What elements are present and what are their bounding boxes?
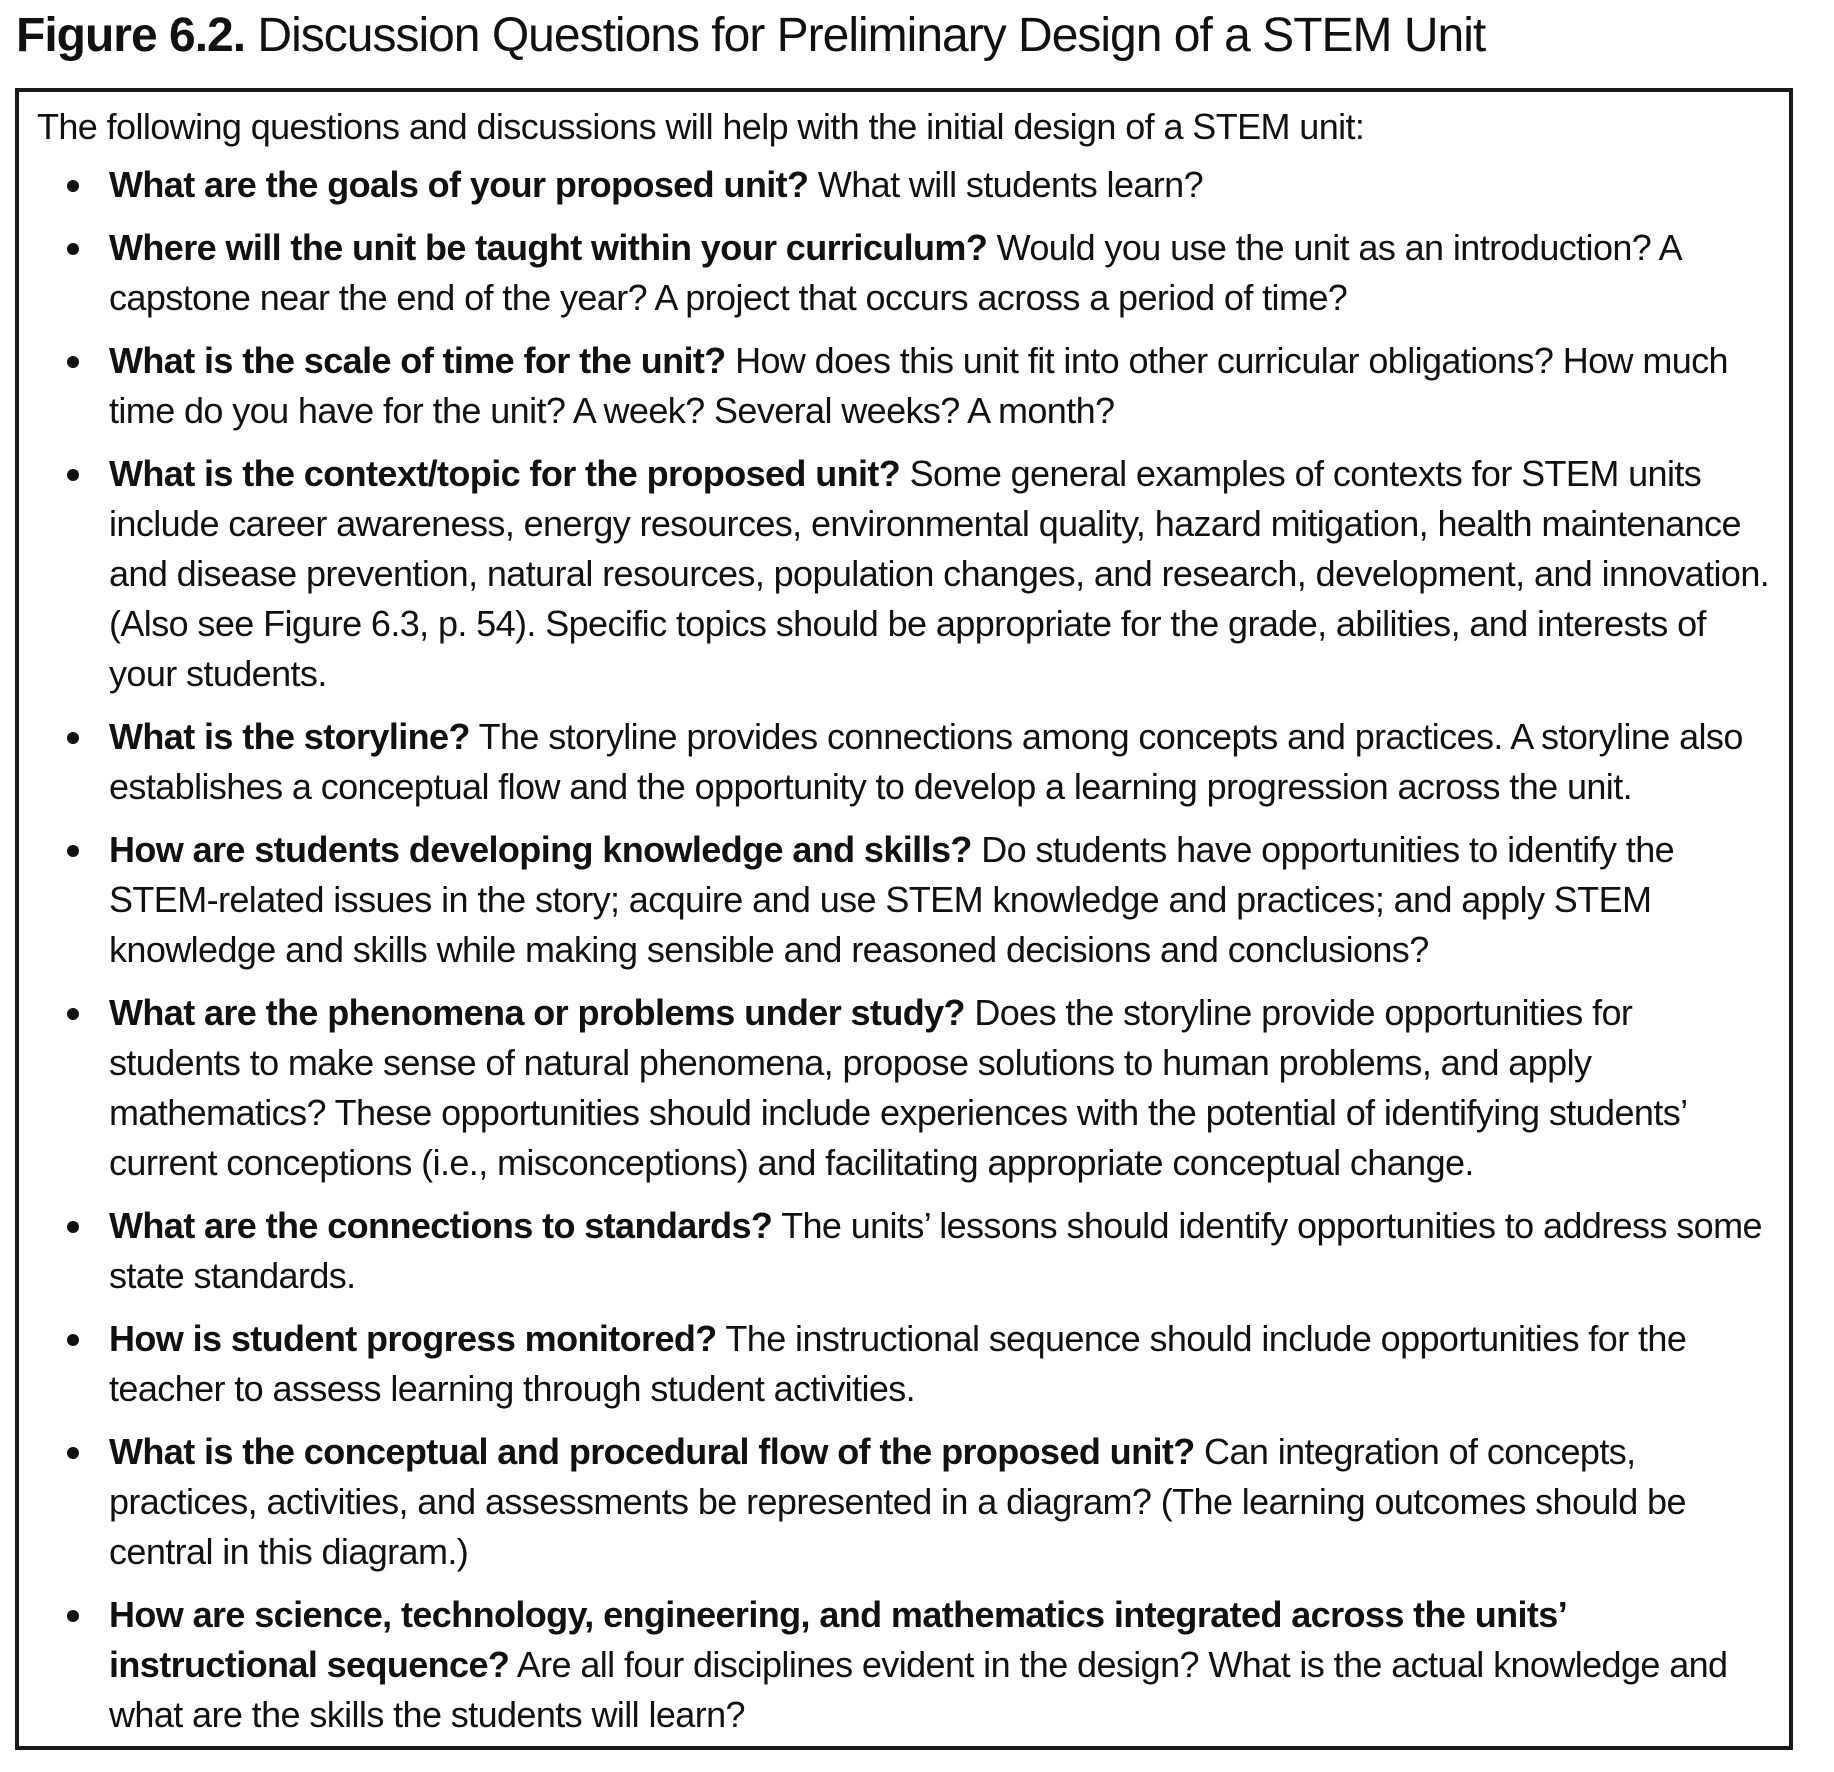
question-heading: How is student progress monitored?: [109, 1318, 717, 1359]
bullet-icon: [67, 1447, 79, 1459]
bullet-icon: [67, 356, 79, 368]
questions-box: [15, 88, 1793, 1750]
question-detail: Some general examples of contexts for STEM units include career awareness, energy resources, environmental quality, hazard mitigation, health maintenance and disease prevention, natural resources, population changes, and research, development, and innovation. (Also see Figure 6.3, p. 54). Specific topics should be appropriate for the grade, abilities, and interests of your students.: [109, 453, 1770, 694]
question-item: [37, 825, 1771, 975]
intro-text: The following questions and discussions will help with the initial design of a STEM unit:: [37, 106, 1365, 147]
figure-title: [16, 6, 1485, 66]
question-detail: Would you use the unit as an introduction? A capstone near the end of the year? A project that occurs across a period of time?: [109, 227, 1681, 318]
bullet-icon: [67, 180, 79, 192]
question-heading: What are the phenomena or problems under study?: [109, 992, 965, 1033]
question-heading: What is the scale of time for the unit?: [109, 340, 726, 381]
question-item: [37, 1427, 1771, 1577]
question-detail: The storyline provides connections among concepts and practices. A storyline also establishes a conceptual flow and the opportunity to develop a learning progression across the unit.: [109, 716, 1743, 807]
figure-caption: Discussion Questions for Preliminary Design of a STEM Unit: [257, 9, 1486, 62]
bullet-icon: [67, 732, 79, 744]
bullet-icon: [67, 1334, 79, 1346]
question-item: [37, 1201, 1771, 1301]
bullet-icon: [67, 1221, 79, 1233]
question-heading: How are science, technology, engineering, and mathematics integrated across the units’ instructional sequence?: [109, 1594, 1566, 1685]
question-heading: Where will the unit be taught within your curriculum?: [109, 227, 988, 268]
question-detail: Does the storyline provide opportunities for students to make sense of natural phenomena, propose solutions to human problems, and apply mathematics? These opportunities should include experiences with the potential of identifying students’ current conceptions (i.e., misconceptions) and facilitating appropriate conceptual change.: [109, 992, 1687, 1183]
question-item: [37, 449, 1771, 699]
bullet-icon: [67, 243, 79, 255]
question-heading: How are students developing knowledge and skills?: [109, 829, 972, 870]
question-item: [37, 1314, 1771, 1414]
bullet-icon: [67, 469, 79, 481]
figure-label: Figure 6.2.: [16, 9, 246, 62]
question-heading: What is the storyline?: [109, 716, 470, 757]
question-detail: What will students learn?: [817, 164, 1204, 205]
bullet-icon: [67, 1610, 79, 1622]
question-heading: What is the context/topic for the proposed unit?: [109, 453, 901, 494]
question-detail: Are all four disciplines evident in the design? What is the actual knowledge and what are the skills the students will learn?: [109, 1644, 1728, 1735]
question-detail: The units’ lessons should identify opportunities to address some state standards.: [109, 1205, 1762, 1296]
question-item: [37, 712, 1771, 812]
question-item: [37, 223, 1771, 323]
bullet-icon: [67, 845, 79, 857]
question-detail: How does this unit fit into other curricular obligations? How much time do you have for the unit? A week? Several weeks? A month?: [109, 340, 1728, 431]
question-heading: What are the goals of your proposed unit?: [109, 164, 809, 205]
question-item: [37, 160, 1771, 210]
question-item: [37, 336, 1771, 436]
question-item: [37, 1590, 1771, 1740]
question-detail: Do students have opportunities to identify the STEM-related issues in the story; acquire and use STEM knowledge and practices; and apply STEM knowledge and skills while making sensible and reasoned decisions and conclusions?: [109, 829, 1675, 970]
question-list: [37, 160, 1771, 1740]
question-detail: Can integration of concepts, practices, activities, and assessments be represented in a diagram? (The learning outcomes should be central in this diagram.): [109, 1431, 1686, 1572]
bullet-icon: [67, 1008, 79, 1020]
question-detail: The instructional sequence should include opportunities for the teacher to assess learning through student activities.: [109, 1318, 1687, 1409]
question-heading: What is the conceptual and procedural flow of the proposed unit?: [109, 1431, 1195, 1472]
question-item: [37, 988, 1771, 1188]
question-heading: What are the connections to standards?: [109, 1205, 773, 1246]
